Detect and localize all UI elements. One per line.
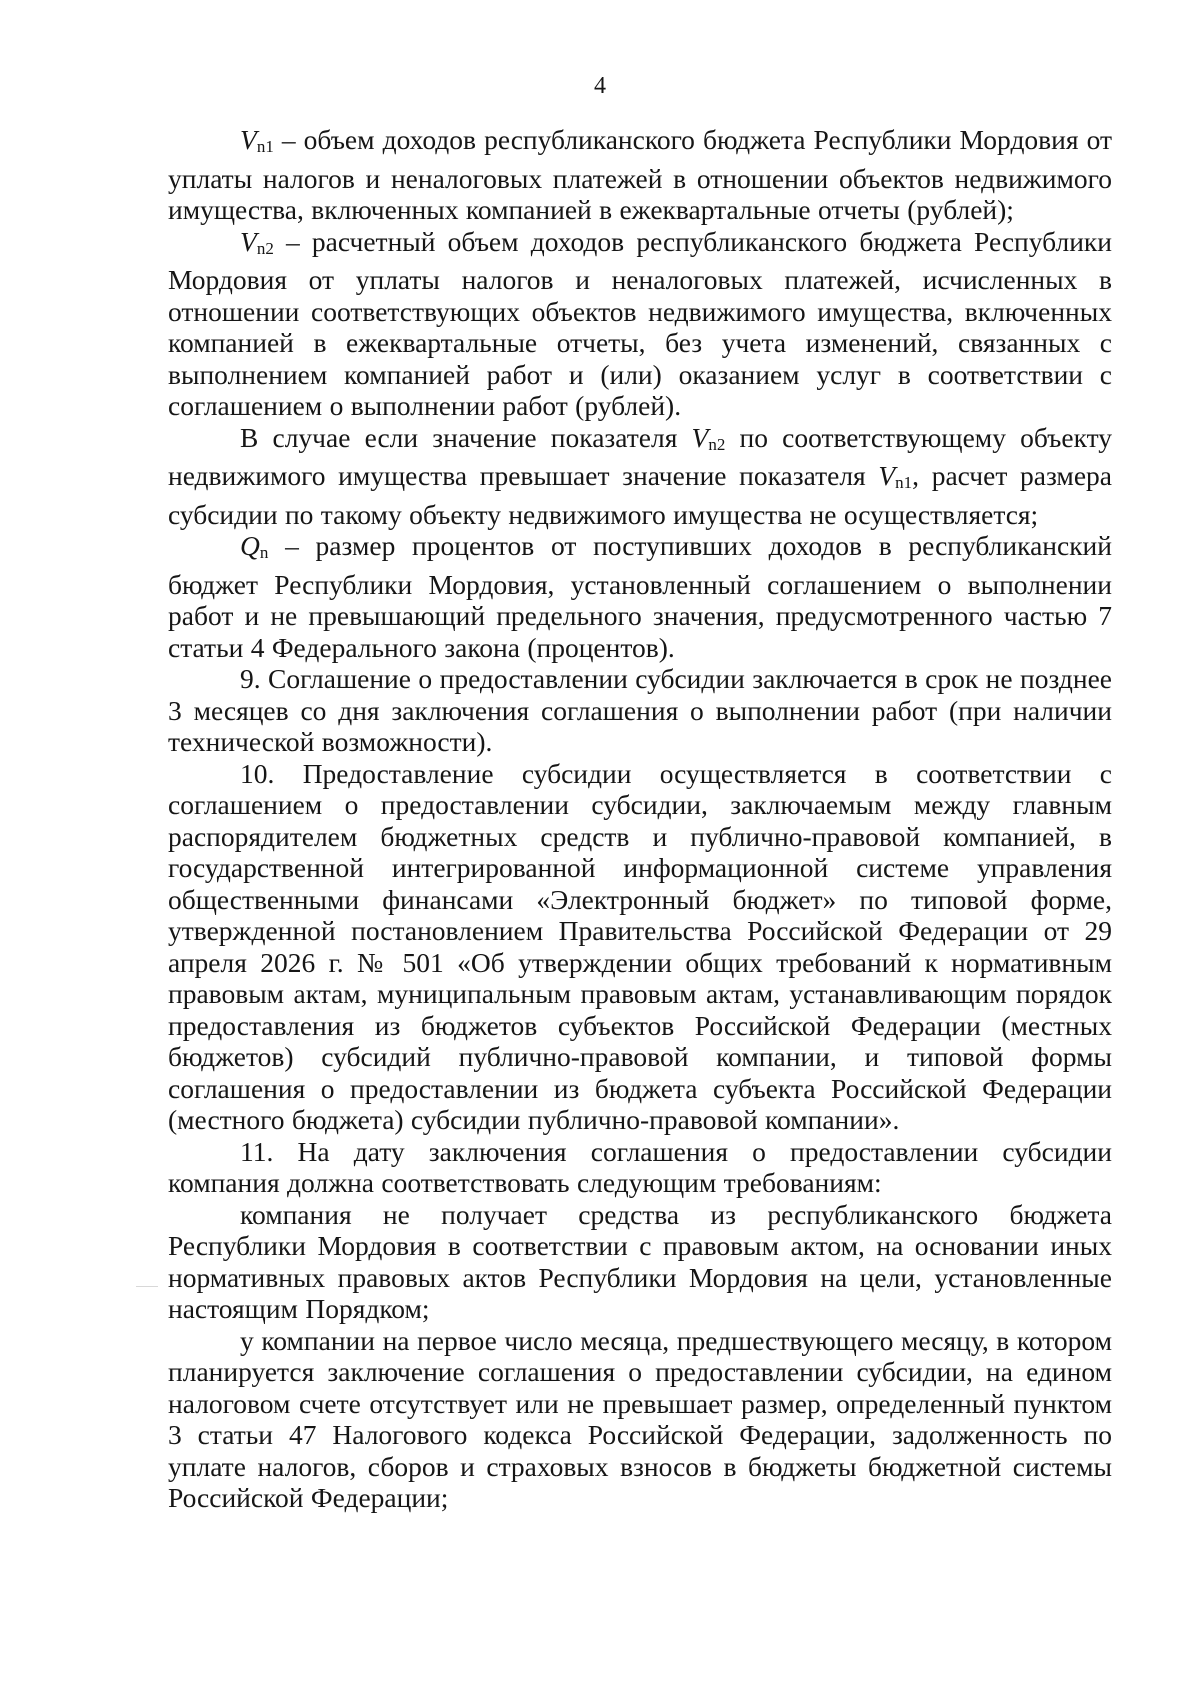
paragraph-qn-definition [168, 530, 1112, 663]
paragraph-text-part: В случае если значение показателя [240, 421, 692, 453]
symbol-q: Q [240, 530, 260, 561]
symbol-v: V [240, 124, 257, 155]
symbol-v: V [878, 460, 896, 491]
paragraph-vn2-exceeds-condition [168, 422, 1112, 531]
paragraph-vn2-definition [168, 226, 1112, 422]
symbol-v: V [240, 225, 257, 257]
paragraph-text: – расчетный объем доходов республиканского бюджета Республики Мордовия от уплаты налогов и неналоговых платежей, исчисленных в отношении соответствующих объектов недвижимого имущества, включенных компанией в ежеквартальные отчеты, без учета изменений, связанных с выполнением компанией работ и (или) оказанием услуг в соответствии с соглашением о выполнении работ (рублей). [168, 225, 1112, 421]
paragraph-vn1-definition [168, 124, 1112, 226]
document-body [168, 124, 1112, 1514]
requirement-no-tax-debt: у компании на первое число месяца, предшествующего месяцу, в котором планируется заключение соглашения о предоставлении субсидии, на едином налоговом счете отсутствует или не превышает размер, определенный пунктом 3 статьи 47 Налогового кодекса Российской Федерации, задолженность по уплате налогов, сборов и страховых взносов в бюджеты бюджетной системы Российской Федерации; [168, 1324, 1112, 1513]
symbol-subscript: n2 [256, 238, 274, 258]
paragraph-text-part: по соответствующему объекту недвижимого имущества превышает значение показателя [168, 421, 1112, 491]
symbol-subscript: n [259, 543, 269, 562]
symbol-subscript: n1 [256, 137, 274, 156]
requirement-no-other-funds: компания не получает средства из республиканского бюджета Республики Мордовия в соответствии с правовым актом, на основании иных нормативных правовых актов Республики Мордовия на цели, установленные настоящим Порядком; [168, 1198, 1112, 1324]
clause-11: 11. На дату заключения соглашения о предоставлении субсидии компания должна соответствовать следующим требованиям: [168, 1135, 1112, 1198]
clause-10: 10. Предоставление субсидии осуществляется в соответствии с соглашением о предоставлении субсидии, заключаемым между главным распорядителем бюджетных средств и публично-правовой компанией, в государственной интегрированной информационной системе управления общественными финансами «Электронный бюджет» по типовой форме, утвержденной постановлением Правительства Российской Федерации от 29 апреля 2026 г. № 501 «Об утверждении общих требований к нормативным правовым актам, муниципальным правовым актам, устанавливающим порядок предоставления из бюджетов субъектов Российской Федерации (местных бюджетов) субсидий публично-правовой компании, и типовой формы соглашения о предоставлении из бюджета субъекта Российской Федерации (местного бюджета) субсидии публично-правовой компании». [168, 757, 1112, 1135]
scan-artifact [136, 1286, 158, 1287]
page-number: 4 [594, 73, 606, 99]
symbol-v: V [691, 421, 709, 453]
paragraph-text-part: , расчет размера субсидии по такому объекту недвижимого имущества не осуществляется; [168, 460, 1112, 530]
clause-9: 9. Соглашение о предоставлении субсидии заключается в срок не позднее 3 месяцев со дня заключения соглашения о выполнении работ (при наличии технической возможности). [168, 663, 1112, 757]
symbol-subscript: n2 [708, 434, 726, 454]
paragraph-text: – размер процентов от поступивших доходов в республиканский бюджет Республики Мордовия, установленный соглашением о выполнении работ и не превышающий предельного значения, предусмотренного частью 7 статьи 4 Федерального закона (процентов). [168, 530, 1112, 663]
symbol-subscript: n1 [895, 473, 913, 492]
paragraph-text: – объем доходов республиканского бюджета Республики Мордовия от уплаты налогов и неналоговых платежей в отношении объектов недвижимого имущества, включенных компанией в ежеквартальные отчеты (рублей); [168, 124, 1112, 225]
